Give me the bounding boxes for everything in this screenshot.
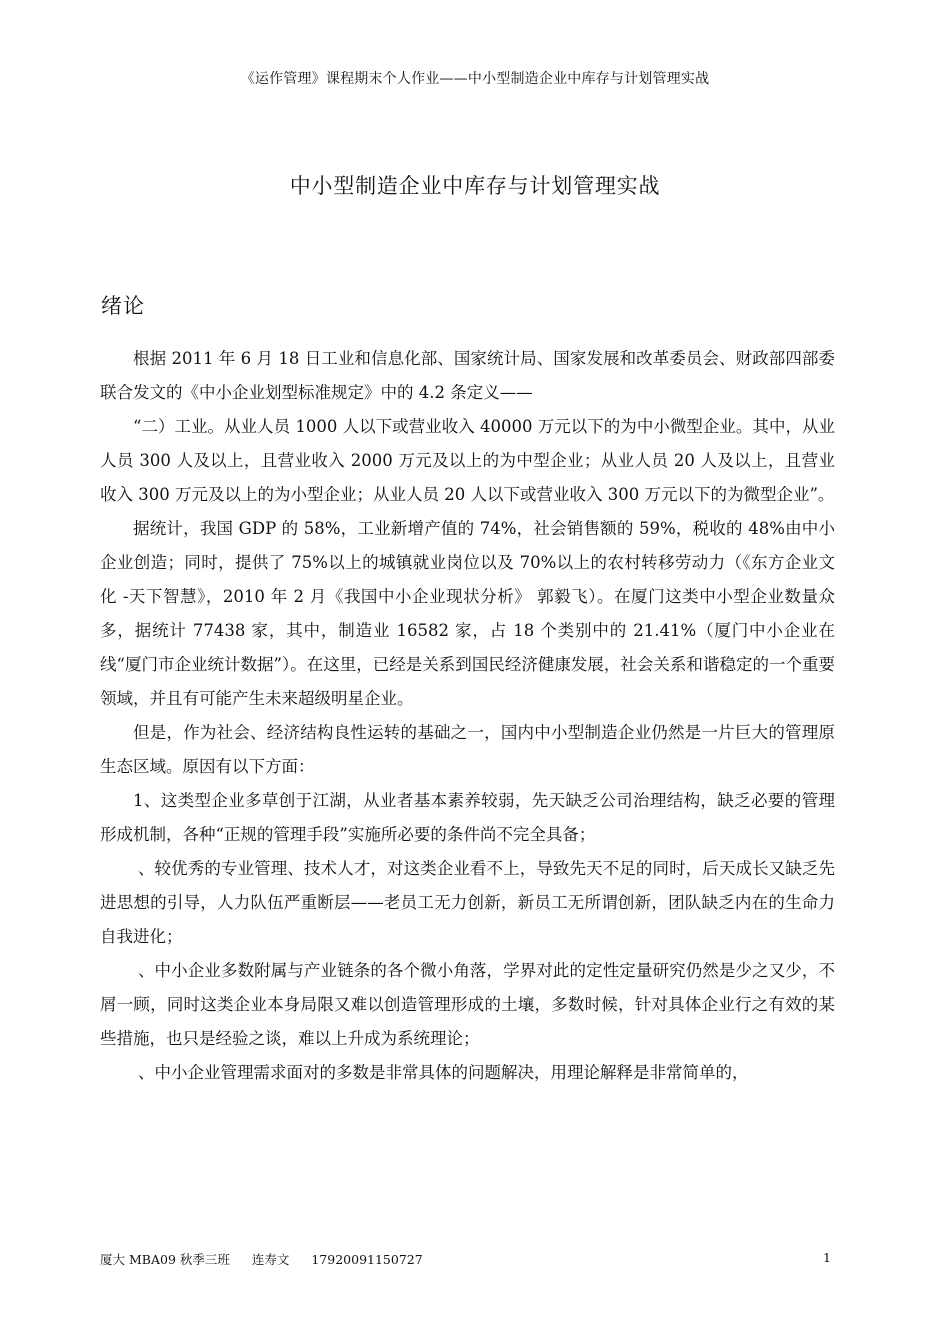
page-number: 1 — [823, 1250, 831, 1265]
paragraph: “二）工业。从业人员 1000 人以下或营业收入 40000 万元以下的为中小微型企业。其中，从业人员 300 人及以上，且营业收入 2000 万元及以上的为中型企业；从业人员 20 人及以上，且营业收入 300 万元及以上的为小型企业；从业人员 20 人以下或营业收入 300 万元以下的为微型企业”。 — [100, 417, 835, 504]
running-header: 《运作管理》课程期末个人作业——中小型制造企业中库存与计划管理实战 — [240, 71, 710, 87]
footer-info — [100, 1250, 835, 1268]
paragraph: 但是，作为社会、经济结构良性运转的基础之一，国内中小型制造企业仍然是一片巨大的管理原生态区域。原因有以下方面： — [100, 723, 835, 776]
document-title: 中小型制造企业中库存与计划管理实战 — [289, 174, 661, 198]
paragraph: 、中小企业多数附属与产业链条的各个微小角落，学界对此的定性定量研究仍然是少之又少，不屑一顾，同时这类企业本身局限又难以创造管理形成的土壤，多数时候，针对具体企业行之有效的某些措施，也只是经验之谈，难以上升成为系统理论； — [100, 961, 835, 1048]
footer-student-id: 17920091150727 — [311, 1252, 423, 1267]
body-text — [100, 342, 835, 1090]
paragraph: 1、这类型企业多草创于江湖，从业者基本素养较弱，先天缺乏公司治理结构，缺乏必要的管理形成机制，各种“正规的管理手段”实施所必要的条件尚不完全具备； — [100, 791, 835, 844]
paragraph: 根据 2011 年 6 月 18 日工业和信息化部、国家统计局、国家发展和改革委员会、财政部四部委联合发文的《中小企业划型标准规定》中的 4.2 条定义—— — [100, 349, 835, 402]
paragraph: 、中小企业管理需求面对的多数是非常具体的问题解决，用理论解释是非常简单的， — [137, 1063, 749, 1082]
section-heading: 绪论 — [101, 294, 145, 318]
paragraph: 据统计，我国 GDP 的 58%，工业新增产值的 74%，社会销售额的 59%，税收的 48%由中小企业创造；同时，提供了 75%以上的城镇就业岗位以及 70%以上的农村转移劳动力（《东方企业文化 -天下智慧》，2010 年 2 月《我国中小企业现状分析》 郭毅飞）。在厦门这类中小型企业数量众多，据统计 77438 家，其中，制造业 16582 家，占 18 个类别中的 21.41%（厦门中小企业在线“厦门市企业统计数据”）。在这里，已经是关系到国民经济健康发展，社会关系和谐稳定的一个重要领域，并且有可能产生未来超级明星企业。 — [100, 519, 835, 708]
footer-class: 厦大 MBA09 秋季三班 — [100, 1252, 230, 1267]
footer-author: 连寿文 — [251, 1252, 290, 1267]
paragraph: 、较优秀的专业管理、技术人才，对这类企业看不上，导致先天不足的同时，后天成长又缺乏先进思想的引导，人力队伍严重断层——老员工无力创新，新员工无所谓创新，团队缺乏内在的生命力自我进化； — [100, 859, 835, 946]
page-footer — [100, 1250, 835, 1268]
